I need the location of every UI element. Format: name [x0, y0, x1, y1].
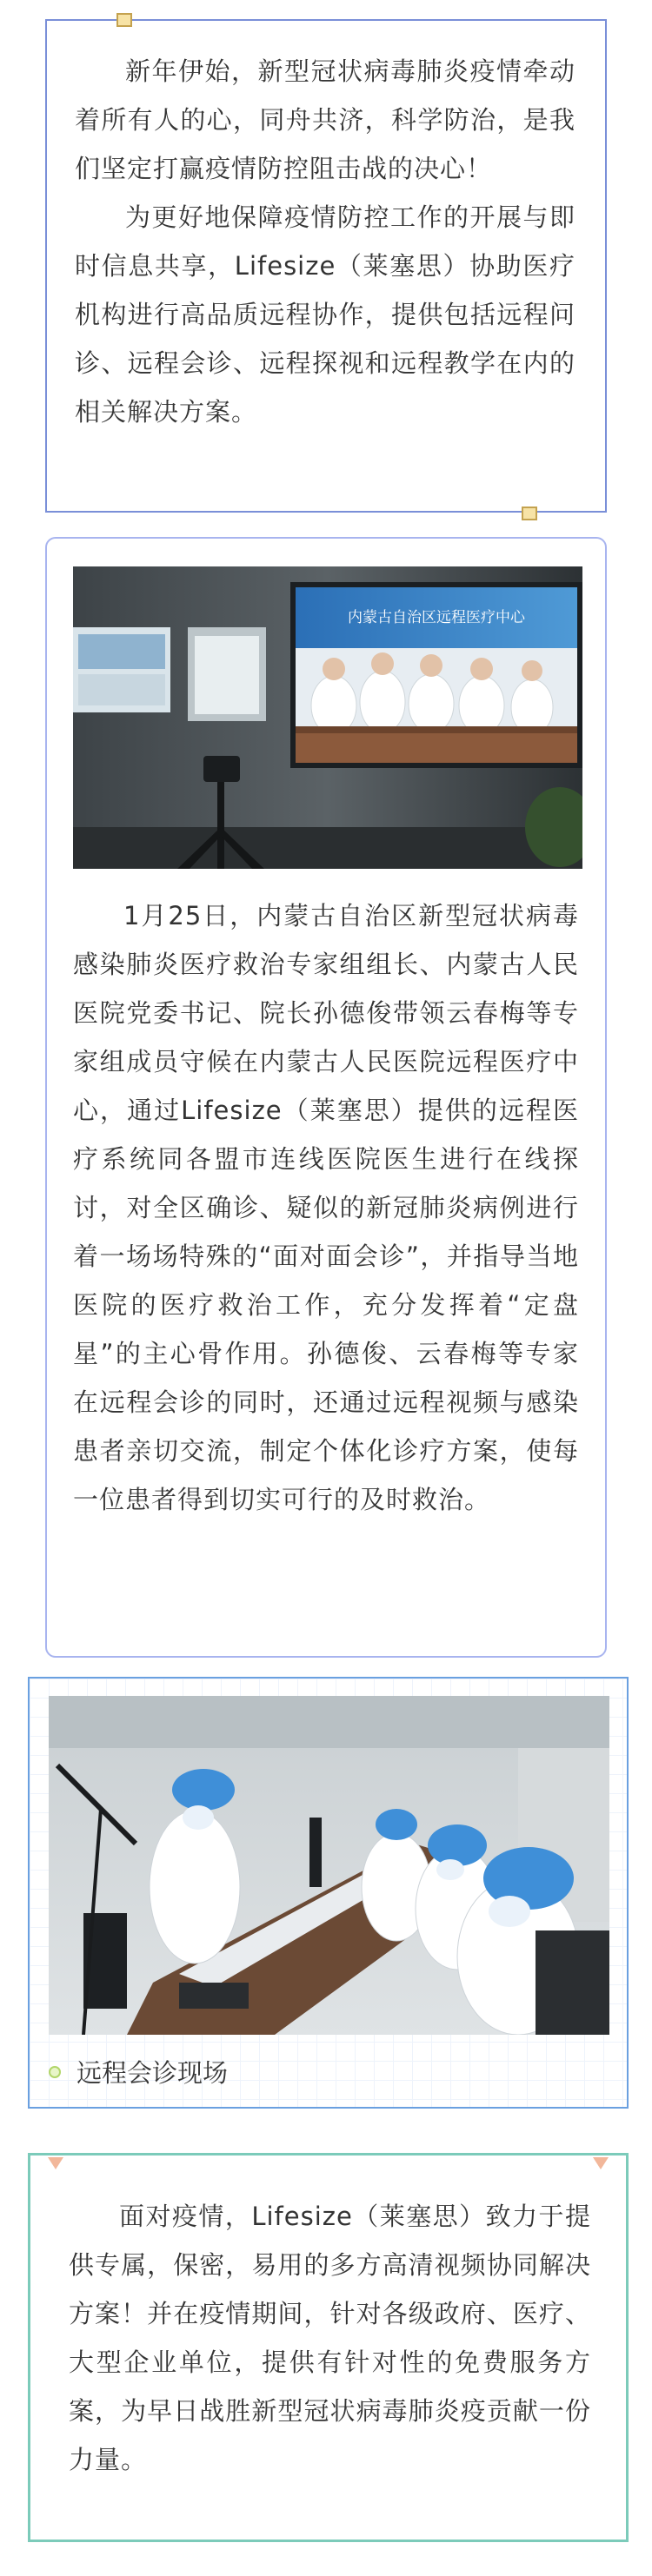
banner-text: 内蒙古自治区远程医疗中心: [348, 609, 525, 626]
caption-text: 远程会诊现场: [77, 2058, 229, 2088]
intro-paragraph: 新年伊始，新型冠状病毒肺炎疫情牵动着所有人的心，同舟共济，科学防治，是我们坚定打赢疫情防控阻击战的决心！: [75, 56, 575, 183]
consultation-photo-card: [28, 1677, 629, 2109]
triangle-decoration: [48, 2157, 63, 2169]
intro-card: [45, 19, 607, 513]
telemedicine-meeting-photo: [73, 566, 582, 869]
triangle-decoration: [593, 2157, 609, 2169]
intro-paragraph: 为更好地保障疫情防控工作的开展与即时信息共享，Lifesize（莱塞思）协助医疗机构进行高品质远程协作，提供包括远程问诊、远程会诊、远程探视和远程教学在内的相关解决方案。: [75, 202, 575, 427]
corner-square-decoration: [116, 13, 132, 27]
bullet-dot-icon: [49, 2066, 61, 2078]
consultation-scene-photo: [49, 1696, 609, 2035]
closing-paragraph: 面对疫情，Lifesize（莱塞思）致力于提供专属，保密，易用的多方高清视频协同解决方案！并在疫情期间，针对各级政府、医疗、大型企业单位，提供有针对性的免费服务方案，为早日战胜新型冠状病毒肺炎疫贡献一份力量。: [69, 2202, 591, 2474]
news-paragraph: 1月25日，内蒙古自治区新型冠状病毒感染肺炎医疗救治专家组组长、内蒙古人民医院党委书记、院长孙德俊带领云春梅等专家组成员守候在内蒙古人民医院远程医疗中心，通过Lifesize（莱塞思）提供的远程医疗系统同各盟市连线医院医生进行在线探讨，对全区确诊、疑似的新冠肺炎病例进行着一场场特殊的“面对面会诊”，并指导当地医院的医疗救治工作，充分发挥着“定盘星”的主心骨作用。孙德俊、云春梅等专家在远程会诊的同时，还通过远程视频与感染患者亲切交流，制定个体化诊疗方案，使每一位患者得到切实可行的及时救治。: [73, 901, 579, 1514]
photo-caption: [49, 2054, 228, 2089]
closing-card: [28, 2153, 629, 2542]
corner-square-decoration: [522, 507, 537, 520]
news-card: [45, 537, 607, 1658]
